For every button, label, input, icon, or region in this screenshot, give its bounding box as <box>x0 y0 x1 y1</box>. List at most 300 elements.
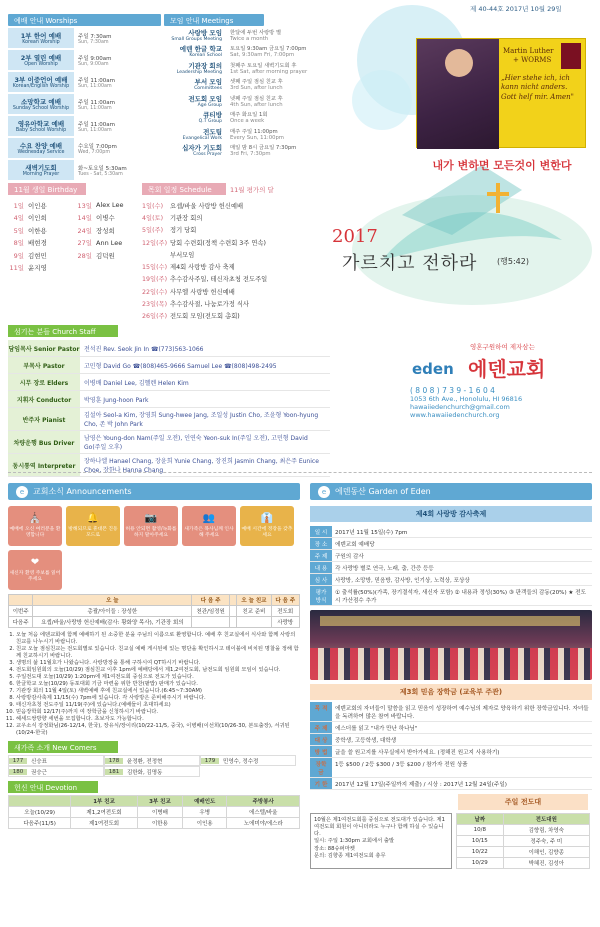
notice-icon-box <box>66 506 120 546</box>
notice-item: 10. 믿음장학회 12/17(주)까지 여 장학금을 신청하시기 바랍니다. <box>16 709 300 716</box>
notice-icon-label: 새가족은 목사님께 인사해 주세요 <box>184 527 234 538</box>
meeting-row <box>164 44 319 60</box>
garden-heading <box>310 483 592 500</box>
worship-time-en: Tues - Sat, 5:30am <box>78 171 123 177</box>
photo-stage-light <box>320 616 580 626</box>
divider <box>8 472 592 473</box>
garden-title: 에덴동산 Garden of Eden <box>335 487 431 496</box>
newcomer-name: 윤정환, 전정현 <box>127 758 163 765</box>
newcomer-name: 신승표 <box>31 758 47 765</box>
devotion-row <box>9 807 300 818</box>
schedule-text: 추수감사절, 나눔로가정 식사 <box>170 301 249 309</box>
evangelism-cell: 10/15 <box>457 836 504 847</box>
staff-row <box>8 357 330 374</box>
devotion-cell: 다음주(11/5) <box>9 818 71 829</box>
duty-cell: 이번주 <box>9 606 33 617</box>
schedule-date: 22일(수) <box>142 288 168 296</box>
notice-icon-box <box>8 550 62 590</box>
newcomer-item <box>104 755 200 766</box>
birthday-item <box>76 224 144 237</box>
duty-cell: 사랑방 <box>271 617 299 628</box>
schedule-item <box>142 310 322 322</box>
notice-item: 5. 주일전도대 오늘(10/29) 1:20pm에 제1여전도회 중심으로 전도가 있습니다. <box>16 674 300 681</box>
worship-heading: 예배 안내 Worships <box>8 14 161 26</box>
scholarship-title: 제3회 믿음 장학금 (교육부 주관) <box>310 684 592 700</box>
birthday-item <box>8 224 76 237</box>
meeting-name <box>164 93 226 109</box>
schedule-item <box>142 236 322 248</box>
meeting-time-en: Every Sun, 11:00pm <box>230 134 284 141</box>
duty-cell <box>229 606 236 617</box>
scholarship-table <box>310 702 592 790</box>
notice-item: 9. 태신자초청 전도주일 11/19(주)에 있습니다.(예배들이 초대하세요) <box>16 702 300 709</box>
staff-role: 부목사 Pastor <box>8 357 80 373</box>
birthday-name: 이한용 <box>28 226 47 235</box>
worship-time <box>74 28 161 48</box>
duty-cell <box>229 617 236 628</box>
meeting-time-ko: 토요일 9:30am 금요일 7:00pm <box>230 46 307 53</box>
worship-time-en: Sun, 7:30am <box>78 39 109 45</box>
meeting-name-en: Leadership Meeting <box>176 69 222 75</box>
scholarship-row <box>310 778 592 790</box>
worship-name-en: Korean/English Worship <box>12 84 70 89</box>
notice-icon-box <box>8 506 62 546</box>
slogan: 내가 변하면 모든것이 변한다 <box>432 159 572 172</box>
evangelism-cell: 박혜진, 김성아 <box>503 858 589 869</box>
birthday-date: 9일 <box>13 251 24 260</box>
evangelism-cell: 정주숙, 주 미 <box>503 836 589 847</box>
schedule-text: 기관장 회의 <box>170 214 203 222</box>
devotion-header: 3부 친교 <box>137 796 182 807</box>
worship-name-ko: 2부 열린 예배 <box>20 54 62 62</box>
tie-icon: 👔 <box>260 513 274 525</box>
birthday-name: 이인희 <box>28 214 47 223</box>
worship-time-en: Sun, 11:00am <box>78 105 112 111</box>
book-author: Martin Luther <box>503 47 554 55</box>
newcomer-item <box>104 766 200 777</box>
duty-cell: 전도회 <box>271 606 299 617</box>
book-quote: „Hier stehe ich, ich kann nicht anders. Gott helf mir. Amen" <box>501 74 574 101</box>
meeting-name-en: Age Group <box>197 102 222 108</box>
notice-icon-label: 새신자 환영 주보를 읽어 주세요 <box>9 571 61 582</box>
duty-cell: 친교 준비 <box>237 606 271 617</box>
meeting-name-ko: 전도회 모임 <box>188 94 222 103</box>
worship-time-ko: 주일 7:30am <box>78 33 112 40</box>
newcomers-heading: 새가족 소개 New Comers <box>8 741 118 753</box>
meeting-time-ko: 첫째주 토요일 새벽기도회 후 <box>230 62 297 69</box>
meeting-time <box>226 77 319 93</box>
meeting-name-en: Small Groups Meeting <box>171 36 222 42</box>
newcomer-item <box>8 755 104 766</box>
schedule-date: 5일(주) <box>142 227 164 235</box>
scholarship-row <box>310 702 592 722</box>
event-key: 장 소 <box>310 538 332 550</box>
scholarship-value: 1등 $500 / 2등 $300 / 3등 $200 / 참가자 전원 상품 <box>332 758 592 778</box>
worship-time <box>74 160 161 180</box>
church-web[interactable]: www.hawaiiedenchurch.org <box>410 411 500 419</box>
staff-role: 동시통역 Interpreter <box>8 454 80 476</box>
newcomer-number: 177 <box>9 758 27 764</box>
meeting-time <box>226 110 319 126</box>
birthday-date: 4일 <box>13 214 24 223</box>
meeting-time <box>226 60 319 76</box>
banner <box>322 0 600 325</box>
birthday-item <box>8 199 76 212</box>
evangelism-header: 날짜 <box>457 814 504 825</box>
event-row <box>310 526 592 538</box>
duty-header: 다 음 주 <box>192 595 230 606</box>
newcomer-number: 178 <box>105 758 123 764</box>
staff-names: 이병배 Daniel Lee, 김헬렌 Helen Kim <box>84 379 189 387</box>
birthday-name: 이인용 <box>28 201 47 210</box>
church-block <box>410 342 595 419</box>
notice-icon-box <box>124 506 178 546</box>
birthday-name: 장성희 <box>96 226 115 235</box>
devotion-cell: 노에미야/에스라 <box>227 818 300 829</box>
duty-cell: 천관/임정원 <box>192 606 230 617</box>
scholarship-value: 에덴교회의 자녀들이 말씀을 읽고 믿음이 성장하여 예수님의 제자로 양육하기 위한 장학금입니다. 자녀들을 독려하여 많은 참여 바랍니다. <box>332 702 592 722</box>
event-value: ① 출석률(50%)(가족, 장기결석자, 새신자 포함) ② 내용과 정성(30%) ③ 판객들의 감동(20%) ★ 전도시 가산점수 추가 <box>332 586 592 606</box>
schedule-text: 정기 당회 <box>170 227 197 235</box>
devotion-header: 1부 친교 <box>71 796 138 807</box>
scholarship-key: 장학금 <box>310 758 332 778</box>
issue-date: 제 40-44호 2017년 10월 29일 <box>470 5 562 13</box>
schedule-item <box>142 260 322 272</box>
staff-names: 김설아 Seol-a Kim, 장영희 Sung-hwee Jang, 조일성 Justin Cho, 조윤형 Yoon-hyung Cho, 존 박 John Park <box>84 412 319 428</box>
schedule-date: 12일(주) <box>142 239 168 247</box>
schedule-note: 11월 평가의 달 <box>230 185 274 194</box>
meeting-row <box>164 27 319 43</box>
notice-item: 1. 오늘 처음 에덴교회에 함께 예배하기 된 소중한 분을 주님의 이름으로 환영합니다. 예배 후 친교실에서 식사와 함께 사랑의 친교를 나누시기 바랍니다. <box>16 632 300 646</box>
evangelism-line: 장소: 88슈퍼마켓 <box>314 845 355 852</box>
meeting-time-en: 4th Sun, after lunch <box>230 101 283 108</box>
worship-time <box>74 116 161 136</box>
worship-name <box>8 116 74 136</box>
worship-name-ko: 1부 한어 예배 <box>20 32 62 40</box>
scholarship-value: 글을 쓸 원고지를 사무실에서 받아가세요. (정해진 원고지 사용하기) <box>332 746 592 758</box>
meeting-time-ko: 셋째 주일 점심 친교 후 <box>230 79 283 86</box>
duty-cell: 다음주 <box>9 617 33 628</box>
newcomer-item <box>8 766 104 777</box>
newcomer-item <box>200 755 296 766</box>
church-phone: ( 8 0 8 ) 7 3 9 - 1 6 0 4 <box>410 386 495 395</box>
schedule-date: 1일(수) <box>142 202 164 210</box>
notice-icon-label: 예배 시간에 정장을 갖추세요 <box>241 527 293 538</box>
devotion-cell: 이인용 <box>183 818 227 829</box>
schedule-item <box>142 285 322 297</box>
staff-role: 담임목사 Senior Pastor <box>8 340 80 356</box>
birthday-date: 5일 <box>13 226 24 235</box>
camera-icon: 📷 <box>144 513 158 525</box>
meeting-time-en: 1st Sat, after morning prayer <box>230 68 308 75</box>
meeting-name-en: Committees <box>194 86 222 92</box>
church-email[interactable]: hawaiiedenchurch@gmail.com <box>410 403 510 411</box>
event-key: 내 용 <box>310 562 332 574</box>
event-photo <box>310 610 592 680</box>
event-value: 2017년 11월 15일(수) 7pm <box>332 526 592 538</box>
meeting-row <box>164 60 319 76</box>
evangelism-row <box>457 825 590 836</box>
duty-header: 오 늘 <box>33 595 192 606</box>
birthday-date: 11일 <box>9 264 24 273</box>
worship-time <box>74 94 161 114</box>
birthday-item <box>76 199 144 212</box>
evangelism-row <box>457 836 590 847</box>
meeting-time-en: Once a week <box>230 118 265 125</box>
meeting-row <box>164 110 319 126</box>
schedule-text: 제4회 사랑방 감사 축제 <box>170 264 235 272</box>
worship-time-en: Wed, 7:00pm <box>78 149 110 155</box>
scholarship-value: 에스더를 읽고 "내가 만난 하나님" <box>332 722 592 734</box>
scholarship-key: 목 적 <box>310 702 332 722</box>
event-row <box>310 586 592 606</box>
notice-icon-label: 허용 안되면 촬영/녹화를 하지 말아주세요 <box>125 527 177 538</box>
notice-list <box>8 632 300 737</box>
meeting-time-en: 3rd Fri, 7:30pm <box>230 151 271 158</box>
meeting-time-ko: 매주 주일 11:00pm <box>230 128 278 135</box>
evangelism-line: 문의: 김향종 제1여전도회 총무 <box>314 852 386 859</box>
birthday-name: 윤지영 <box>28 264 47 273</box>
worship-row <box>8 116 161 136</box>
luther-head <box>445 49 473 77</box>
devotion-heading: 헌신 안내 Devotion <box>8 781 98 793</box>
worship-name-ko: 영유아학교 예배 <box>17 120 65 128</box>
meeting-time-en: Sat, 9:30am Fri, 7:00pm <box>230 52 295 59</box>
worship-name <box>8 94 74 114</box>
worship-name-en: Sunday School Worship <box>12 106 70 111</box>
event-key: 일 시 <box>310 526 332 538</box>
church-tagline: 영혼구원하여 제자삼는 <box>470 343 535 351</box>
staff-role: 반주자 Pianist <box>8 408 80 430</box>
meeting-time <box>226 27 319 43</box>
book-title: + WORMS <box>513 56 552 64</box>
event-value: 각 사랑방 별로 연극, 노래, 춤, 간증 등등 <box>332 562 592 574</box>
birthday-item <box>8 237 76 250</box>
schedule-text: 부서모임 <box>170 251 195 259</box>
worship-row <box>8 28 161 48</box>
meeting-time <box>226 93 319 109</box>
evangelism-row <box>457 858 590 869</box>
birthday-item <box>8 249 76 262</box>
schedule-date: 19일(주) <box>142 276 168 284</box>
worship-name-ko: 소망학교 예배 <box>21 98 61 106</box>
worship-row <box>8 72 161 92</box>
meeting-time-en: Twice a month <box>230 35 269 42</box>
meetings-section <box>164 14 319 158</box>
staff-names: 남영은 Young-don Nam(주일 오전), 인연숙 Yeon-suk In(주일 오전), 고민형 David Go(주일 오후) <box>84 435 308 451</box>
duty-header <box>9 595 33 606</box>
schedule-text: 요셉/바울 사랑방 헌신예배 <box>170 202 244 210</box>
schedule-date: 26일(주) <box>142 313 168 321</box>
worship-time <box>74 50 161 70</box>
worship-name <box>8 138 74 158</box>
scholarship-row <box>310 758 592 778</box>
event-value: 사랑방, 소망방, 믿음방, 감사방, 인기상, 노력상, 포상상 <box>332 574 592 586</box>
notice-icon-box <box>240 506 294 546</box>
meeting-name-en: Korean School <box>189 53 222 59</box>
schedule-date: 15일(수) <box>142 264 168 272</box>
notice-item: 6. 한글학교 오늘(10/29) 동포대회 기금 마련을 위한 반찬(팥밥) 판매가 있습니다. <box>16 681 300 688</box>
worship-name-en: Morning Prayer <box>22 172 60 177</box>
scholarship-key: 대 상 <box>310 734 332 746</box>
newcomer-number: 180 <box>9 769 27 775</box>
worship-time-en: Sun, 11:00am <box>78 127 112 133</box>
meeting-name-en: Q.T Group <box>198 119 222 125</box>
worship-time-en: Sun, 11:00am <box>78 83 112 89</box>
birthday-section <box>8 183 138 274</box>
event-value: 구원의 감사 <box>332 550 592 562</box>
church-name: 에덴교회 <box>468 357 546 381</box>
devotion-cell: 오늘(10/29) <box>9 807 71 818</box>
event-row <box>310 538 592 550</box>
staff-section <box>8 325 330 477</box>
worship-name-en: Baby School Worship <box>15 128 67 133</box>
meeting-name <box>164 44 226 60</box>
worship-time <box>74 138 161 158</box>
duty-row <box>9 606 300 617</box>
staff-names: 박영훈 Jung-hoon Park <box>84 396 149 404</box>
schedule-item <box>142 211 322 223</box>
scholarship-value: 중학생, 고등학생, 대학생 <box>332 734 592 746</box>
schedule-date: 4일(토) <box>142 214 164 222</box>
birthday-name: Alex Lee <box>96 201 124 210</box>
eden-mini-icon: e <box>16 486 28 498</box>
people-icon: 👥 <box>202 513 216 525</box>
staff-names: 고민형 David Go ☎(808)465-9666 Samuel Lee ☎(808)498-2495 <box>84 362 277 370</box>
theme-text: 가르치고 전하라 <box>342 253 478 274</box>
staff-row <box>8 391 330 408</box>
devotion-cell: 제1여전도회 <box>71 818 138 829</box>
event-table <box>310 526 592 606</box>
scholarship-row <box>310 722 592 734</box>
birthday-name: 김덕원 <box>96 251 115 260</box>
birthday-item <box>76 212 144 225</box>
meeting-name-ko: 기관장 회의 <box>188 61 222 70</box>
duty-cell: 요셉/바울/사랑방 헌신예배(감사: 황화양 목사), 기관장 회의 <box>33 617 192 628</box>
devotion-header: 예배인도 <box>183 796 227 807</box>
evangelism-cell: 이해인, 김향종 <box>503 847 589 858</box>
duty-cell: 총괄/아이들 : 장성한 <box>33 606 192 617</box>
meetings-heading: 모임 안내 Meetings <box>164 14 264 26</box>
announcements-title: 교회소식 Announcements <box>33 487 132 496</box>
worship-time <box>74 72 161 92</box>
birthday-date: 13일 <box>77 201 92 210</box>
worship-time-ko: 주일 11:00am <box>78 121 115 128</box>
meeting-name <box>164 110 226 126</box>
schedule-text: 전도회 모임(전도회 총회) <box>170 313 240 321</box>
devotion-table <box>8 795 300 829</box>
church-icon: ⛪ <box>28 513 42 525</box>
birthday-item <box>76 249 144 262</box>
meeting-time-ko: 넷째 주일 점심 친교 후 <box>230 95 283 102</box>
worship-row <box>8 94 161 114</box>
bell-icon: 🔔 <box>86 513 100 525</box>
notice-item: 4. 전도회임원회의 오늘(10/29) 점심친교 이후 1pm에 예배당에서 제1,2여전도회, 남전도회 임원회 모임이 있습니다. <box>16 667 300 674</box>
birthday-date: 28일 <box>77 251 92 260</box>
newcomer-number: 181 <box>105 769 123 775</box>
notice-icon-label: 방해되므로 휴대폰 진동 모드로 <box>68 527 118 538</box>
event-row <box>310 574 592 586</box>
scholarship-row <box>310 746 592 758</box>
worship-time-ko: 주일 9:00am <box>78 55 112 62</box>
worship-name-ko: 새벽기도회 <box>25 164 57 172</box>
event-key: 주 제 <box>310 550 332 562</box>
notice-icon-label: 예배에 오신 여러분을 환영합니다 <box>9 527 61 538</box>
birthday-name: Ann Lee <box>96 238 123 247</box>
worship-name <box>8 160 74 180</box>
worship-time-ko: 화~토요일 5:30am <box>78 165 127 172</box>
worship-time-ko: 주일 11:00am <box>78 77 115 84</box>
evangelism-table <box>456 813 590 869</box>
evangelism-cell: 10/29 <box>457 858 504 869</box>
meeting-row <box>164 126 319 142</box>
schedule-item <box>142 224 322 236</box>
schedule-text: 추수감사주일, 테신자초청 전도주일 <box>170 276 268 284</box>
event-value: 에덴교회 예배당 <box>332 538 592 550</box>
worship-name-en: Open Worship <box>24 62 58 67</box>
announcements-section <box>8 483 300 829</box>
eden-logo-text: eden <box>412 359 454 378</box>
meeting-row <box>164 143 319 159</box>
meeting-name <box>164 60 226 76</box>
meeting-time <box>226 126 319 142</box>
duty-header: 오 늘 친교 <box>237 595 271 606</box>
duty-header <box>229 595 236 606</box>
birthday-date: 8일 <box>13 239 24 248</box>
worship-time-ko: 수요일 7:00pm <box>78 143 117 150</box>
evangelism-cell: 김향림, 차영숙 <box>503 825 589 836</box>
meeting-name-ko: 사랑방 모임 <box>188 28 222 37</box>
schedule-heading: 목회 일정 Schedule <box>142 183 226 195</box>
birthday-date: 14일 <box>77 214 92 223</box>
newcomer-name: 민영수, 정수정 <box>223 758 259 765</box>
schedule-text: 사무엘 사랑방 헌신예배 <box>170 288 235 296</box>
theme-ref: (행5:42) <box>497 257 529 266</box>
worship-time-ko: 주일 11:00am <box>78 99 115 106</box>
worship-name-en: Korean Worship <box>22 40 60 45</box>
worship-time-en: Sun, 9:00am <box>78 61 109 67</box>
meeting-name-ko: 에덴 한글 학교 <box>179 45 222 54</box>
birthday-heading: 11월 생일 Birthday <box>8 183 86 195</box>
worship-name <box>8 28 74 48</box>
worship-name <box>8 50 74 70</box>
devotion-header: 주방봉사 <box>227 796 300 807</box>
heart-icon: ❤ <box>30 557 40 569</box>
notice-item: 2. 친교 오늘 점심친교는 전도회별로 있습니다. 친교실 예배 게시된에 있는 명단을 확인하시고 테이블에 비치된 명찰을 정해 함께 친교하시기 바랍니다. <box>16 646 300 660</box>
evangelism-note <box>310 813 452 869</box>
worship-name-ko: 3부 이중언어 예배 <box>14 76 68 84</box>
duty-cell <box>192 617 230 628</box>
staff-names: 전석진 Rev. Seok Jin In ☎(773)563-1066 <box>84 345 204 353</box>
notice-item: 11. 헤세드쌍방향 세번을 모집합니다. 초보자도 가능합니다. <box>16 716 300 723</box>
worship-row <box>8 160 161 180</box>
notice-item: 12. 교우소식 강정화님(26-12/14, 한국), 장유식/장이리(10/22-11/5, 중국), 이병배(이선희(10/26-30, 본토출장), 서귀된(10/24-한국) <box>16 723 300 737</box>
meeting-name <box>164 27 226 43</box>
birthday-item <box>8 212 76 225</box>
scholarship-key: 주 제 <box>310 722 332 734</box>
church-address: 1053 6th Ave., Honolulu, HI 96816 <box>410 395 523 403</box>
meeting-name <box>164 126 226 142</box>
schedule-item <box>142 199 322 211</box>
notice-item: 3. 생명의 삶 11월호가 나왔습니다. 사랑방장을 통해 구하시여 QT하시기 바랍니다. <box>16 660 300 667</box>
meeting-time <box>226 44 319 60</box>
schedule-date: 23일(목) <box>142 301 168 309</box>
notice-item: 8. 사랑방감사축제 11/15(수) 7pm에 있습니다. 각 사랑방은 준비해주시기 바랍니다. <box>16 695 300 702</box>
event-key: 평가방식 <box>310 586 332 606</box>
worship-name-en: Wednesday Service <box>17 150 65 155</box>
book-cover <box>416 38 586 148</box>
notice-item: 7. 기관장 회의 11월 4일(토) 새벽예배 후에 친교실에서 있습니다.(6:45~7:30AM) <box>16 688 300 695</box>
